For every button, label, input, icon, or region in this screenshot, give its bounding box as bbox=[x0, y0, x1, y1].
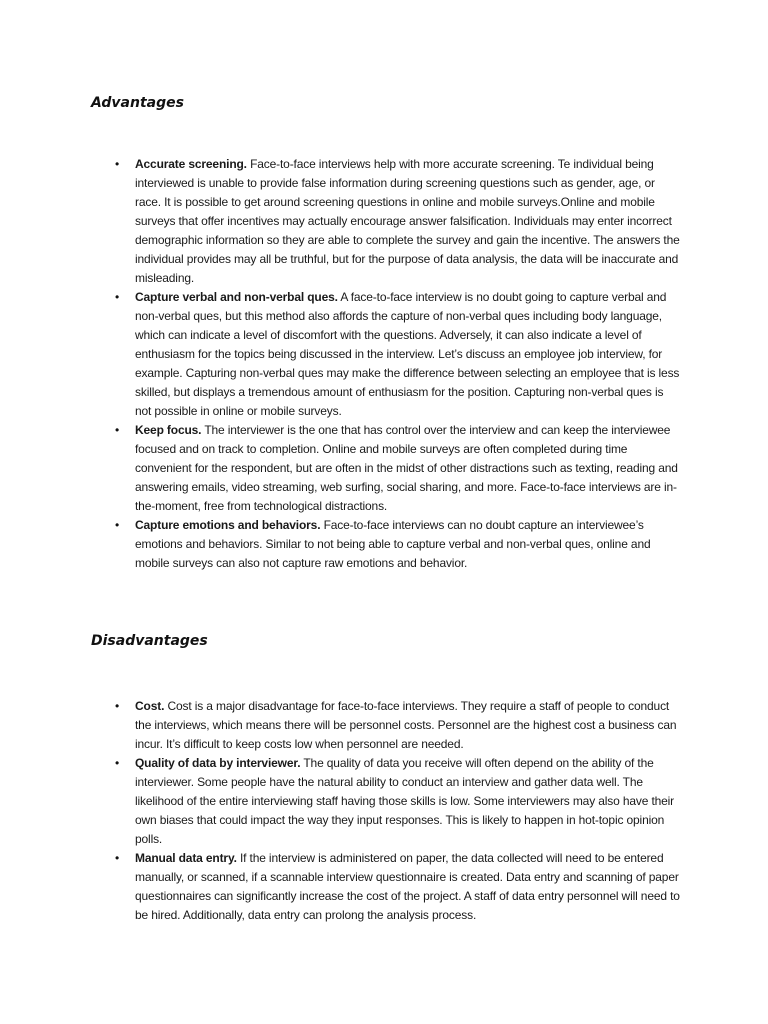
list-item bbox=[135, 155, 680, 288]
item-term: Manual data entry. bbox=[135, 851, 237, 865]
list-item bbox=[135, 516, 680, 573]
item-term: Cost. bbox=[135, 699, 165, 713]
item-term: Accurate screening. bbox=[135, 157, 247, 171]
item-text: A face-to-face interview is no doubt going to capture verbal and non-verbal ques, but this method also affords the capture of non-verbal ques including body language, which can indicate a level of discomfort with the questions. Adversely, it can also indicate a level of enthusiasm for the topics being discussed in the interview. Let’s discuss an employee job interview, for example. Capturing non-verbal ques may make the difference between selecting an employee that is less skilled, but displays a tremendous amount of enthusiasm for the position. Capturing non-verbal ques is not possible in online or mobile surveys. bbox=[135, 290, 680, 418]
item-text: The interviewer is the one that has control over the interview and can keep the interviewee focused and on track to completion. Online and mobile surveys are often completed during time convenient for the respondent, but are often in the midst of other distractions such as texting, reading and answering emails, video streaming, web surfing, social sharing, and more. Face-to-face interviews are in-the-moment, free from technological distractions. bbox=[135, 423, 678, 513]
item-text: The quality of data you receive will often depend on the ability of the interviewer. Some people have the natural ability to conduct an interview and gather data well. The likelihood of the entire interviewing staff having those skills is low. Some interviewers may also have their own biases that could impact the way they input responses. This is likely to happen in hot-topic opinion polls. bbox=[135, 756, 675, 846]
item-text: Face-to-face interviews help with more accurate screening. Te individual being interviewed is unable to provide false information during screening questions such as gender, age, or race. It is possible to get around screening questions in online and mobile surveys.Online and mobile surveys that offer incentives may actually encourage answer falsification. Individuals may enter incorrect demographic information so they are able to complete the survey and gain the incentive. The answers the individual provides may all be truthful, but for the purpose of data analysis, the data will be inaccurate and misleading. bbox=[135, 157, 680, 285]
list-item bbox=[135, 288, 680, 421]
list-item bbox=[135, 697, 680, 754]
disadvantages-list bbox=[135, 697, 680, 925]
list-item bbox=[135, 849, 680, 925]
item-term: Keep focus. bbox=[135, 423, 202, 437]
list-item bbox=[135, 421, 680, 516]
advantages-list bbox=[135, 155, 680, 573]
item-text: If the interview is administered on paper, the data collected will need to be entered manually, or scanned, if a scannable interview questionnaire is created. Data entry and scanning of paper questionnaires can significantly increase the cost of the project. A staff of data entry personnel will need to be hired. Additionally, data entry can prolong the analysis process. bbox=[135, 851, 680, 922]
item-text: Face-to-face interviews can no doubt capture an interviewee’s emotions and behaviors. Similar to not being able to capture verbal and non-verbal ques, online and mobile surveys can also not capture raw emotions and behavior. bbox=[135, 518, 651, 570]
item-term: Capture emotions and behaviors. bbox=[135, 518, 321, 532]
item-term: Quality of data by interviewer. bbox=[135, 756, 301, 770]
list-item bbox=[135, 754, 680, 849]
item-text: Cost is a major disadvantage for face-to-face interviews. They require a staff of people to conduct the interviews, which means there will be personnel costs. Personnel are the highest cost a business can incur. It’s difficult to keep costs low when personnel are needed. bbox=[135, 699, 677, 751]
disadvantages-heading: Disadvantages bbox=[91, 633, 208, 649]
advantages-heading: Advantages bbox=[91, 95, 184, 111]
item-term: Capture verbal and non-verbal ques. bbox=[135, 290, 338, 304]
